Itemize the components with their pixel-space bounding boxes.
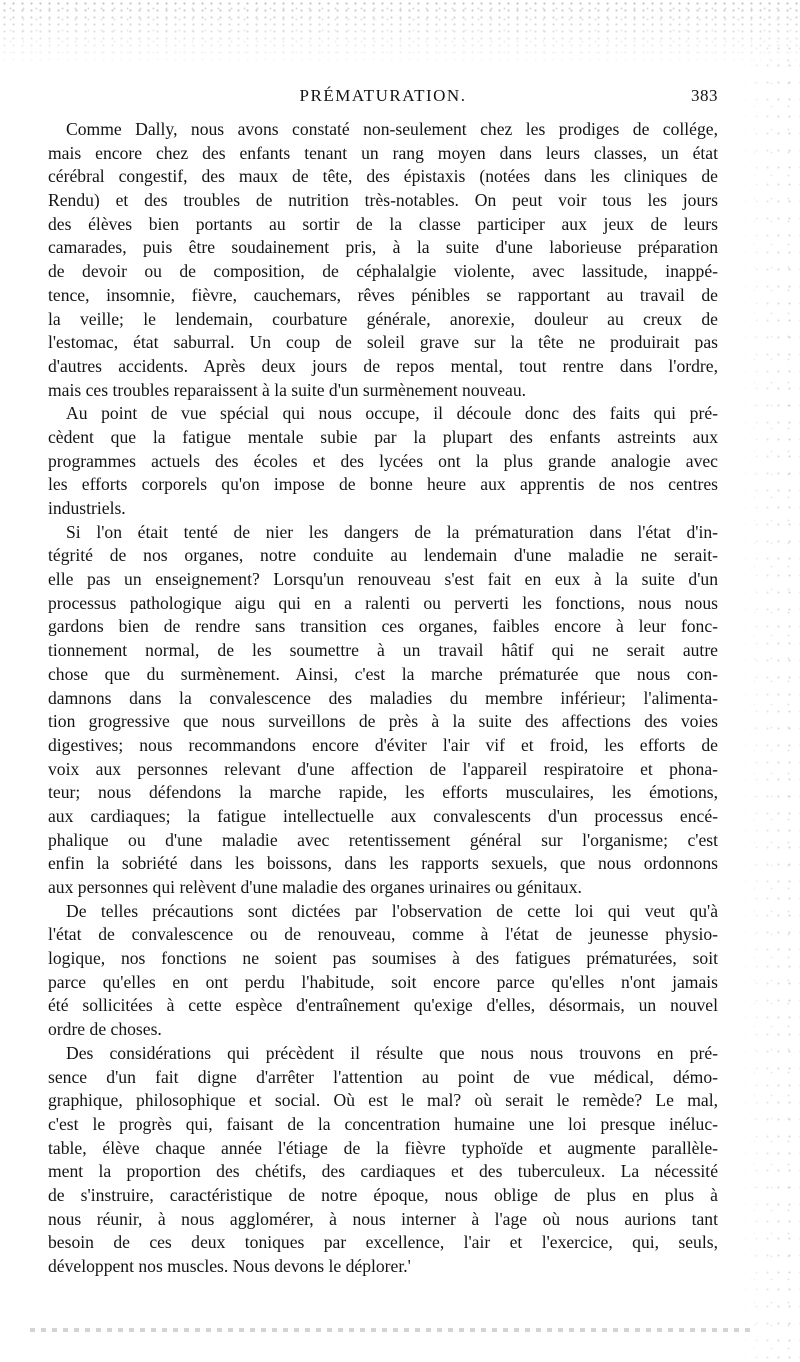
text-line: digestives; nous recommandons encore d'éviter l'air vif et froid, les efforts de bbox=[48, 734, 718, 755]
text-line: cérébral congestif, des maux de tête, des épistaxis (notées dans les cliniques de bbox=[48, 166, 718, 187]
page-header bbox=[48, 86, 718, 110]
text-line: ordre de choses. bbox=[48, 1019, 162, 1040]
scan-noise-bottom bbox=[30, 1328, 750, 1332]
text-line: gardons bien de rendre sans transition ces organes, faibles encore à leur fonc- bbox=[48, 616, 718, 637]
text-line: aux personnes qui relèvent d'une maladie des organes urinaires ou génitaux. bbox=[48, 877, 582, 897]
text-line: processus pathologique aigu qui en a ralenti ou perverti les fonctions, nous nous bbox=[48, 592, 718, 613]
text-line: Si l'on était tenté de nier les dangers de la prématuration dans l'état d'in- bbox=[66, 521, 718, 542]
text-line: table, élève chaque année l'étiage de la fièvre typhoïde et augmente parallèle- bbox=[48, 1137, 718, 1158]
text-line: parce qu'elles en ont perdu l'habitude, soit encore parce qu'elles n'ont jamais bbox=[48, 971, 718, 992]
text-line: l'estomac, état saburral. Un coup de soleil grave sur la tête ne produirait pas bbox=[48, 332, 718, 353]
text-line: sence d'un fait digne d'arrêter l'attention au point de vue médical, démo- bbox=[48, 1066, 718, 1087]
text-line: phalique ou d'une maladie avec retentissement général sur l'organisme; c'est bbox=[48, 829, 718, 850]
text-line: damnons dans la convalescence des maladies du membre inférieur; l'alimenta- bbox=[48, 687, 718, 708]
scan-noise-right-margin bbox=[740, 40, 800, 1362]
text-line: les efforts corporels qu'on impose de bonne heure aux apprentis de nos centres bbox=[48, 474, 718, 495]
running-title: PRÉMATURATION. bbox=[299, 86, 467, 105]
page-number: 383 bbox=[691, 86, 718, 105]
text-line: mais ces troubles reparaissent à la suite d'un surmènement nouveau. bbox=[48, 379, 527, 400]
text-line: voix aux personnes relevant d'une affection de l'appareil respiratoire et phona- bbox=[48, 758, 718, 779]
text-line: des élèves bien portants au sortir de la classe participer aux jeux de leurs bbox=[48, 213, 718, 234]
text-line: teur; nous défendons la marche rapide, les efforts musculaires, les émotions, bbox=[48, 782, 718, 803]
text-line: développent nos muscles. Nous devons le déplorer.' bbox=[48, 1256, 411, 1276]
text-line: ment la proportion des chétifs, des cardiaques et des tuberculeux. La nécessité bbox=[48, 1161, 718, 1182]
text-line: Comme Dally, nous avons constaté non-seulement chez les prodiges de collége, bbox=[66, 119, 718, 139]
paragraph bbox=[48, 521, 718, 900]
text-line: Au point de vue spécial qui nous occupe, il découle donc des faits qui pré- bbox=[66, 403, 718, 424]
text-line: enfin la sobriété dans les boissons, dans les rapports sexuels, que nous ordonnons bbox=[48, 853, 718, 874]
body-text bbox=[48, 118, 718, 1279]
text-line: De telles précautions sont dictées par l'observation de cette loi qui veut qu'à bbox=[66, 900, 718, 921]
text-line: chose que du surmènement. Ainsi, c'est la marche prématurée que nous con- bbox=[48, 663, 718, 684]
scan-noise-top bbox=[0, 0, 800, 70]
text-line: tence, insomnie, fièvre, cauchemars, rêves pénibles se rapportant au travail de bbox=[48, 284, 718, 305]
text-line: elle pas un enseignement? Lorsqu'un renouveau s'est fait en eux à la suite d'un bbox=[48, 569, 718, 590]
text-line: tion grogressive que nous surveillons de près à la suite des affections des voies bbox=[48, 711, 718, 732]
paragraph bbox=[48, 118, 718, 402]
text-line: Des considérations qui précèdent il résulte que nous nous trouvons en pré- bbox=[66, 1042, 718, 1063]
text-line: besoin de ces deux toniques par excellence, l'air et l'exercice, qui, seuls, bbox=[48, 1232, 718, 1253]
text-line: cèdent que la fatigue mentale subie par la plupart des enfants astreints aux bbox=[48, 426, 718, 447]
paragraph bbox=[48, 402, 718, 520]
text-line: programmes actuels des écoles et des lycées ont la plus grande analogie avec bbox=[48, 450, 718, 471]
text-line: camarades, puis être soudainement pris, à la suite d'une laborieuse préparation bbox=[48, 237, 718, 258]
text-line: mais encore chez des enfants tenant un rang moyen dans leurs classes, un état bbox=[48, 142, 718, 163]
text-line: de s'instruire, caractéristique de notre époque, nous oblige de plus en plus à bbox=[48, 1184, 718, 1205]
text-line: nous réunir, à nous agglomérer, à nous interner à l'age où nous aurions tant bbox=[48, 1208, 718, 1229]
text-line: tionnement normal, de les soumettre à un travail hâtif qui ne serait autre bbox=[48, 640, 718, 661]
text-line: graphique, philosophique et social. Où est le mal? où serait le remède? Le mal, bbox=[48, 1090, 718, 1111]
text-line: Rendu) et des troubles de nutrition très-notables. On peut voir tous les jours bbox=[48, 190, 718, 211]
text-line: de devoir ou de composition, de céphalalgie violente, avec lassitude, inappé- bbox=[48, 261, 718, 282]
text-line: la veille; le lendemain, courbature générale, anorexie, douleur au creux de bbox=[48, 308, 718, 329]
text-line: été sollicitées à cette espèce d'entraînement qu'exige d'elles, désormais, un nouvel bbox=[48, 995, 718, 1016]
text-line: d'autres accidents. Après deux jours de repos mental, tout rentre dans l'ordre, bbox=[48, 355, 718, 376]
text-line: industriels. bbox=[48, 498, 126, 518]
paragraph bbox=[48, 900, 718, 1042]
text-line: l'état de convalescence ou de renouveau, comme à l'état de jeunesse physio- bbox=[48, 924, 718, 945]
text-line: logique, nos fonctions ne soient pas soumises à des fatigues prématurées, soit bbox=[48, 948, 718, 969]
text-line: tégrité de nos organes, notre conduite au lendemain d'une maladie ne serait- bbox=[48, 545, 718, 566]
text-line: c'est le progrès qui, faisant de la concentration humaine une loi presque inéluc- bbox=[48, 1113, 718, 1134]
paragraph bbox=[48, 1042, 718, 1279]
text-line: aux cardiaques; la fatigue intellectuelle aux convalescents d'un processus encé- bbox=[48, 805, 718, 826]
